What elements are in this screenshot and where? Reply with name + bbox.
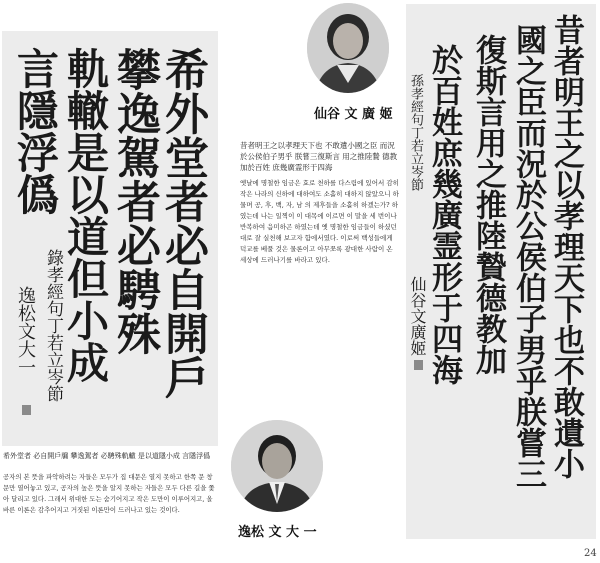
bottom-korean-translation: 공자의 본 뜻을 파악하려는 자들은 모두가 집 대문은 열지 못하고 한쪽 문 창문만 열어놓고 있고, 공자의 높은 뜻을 알지 못하는 자들은 모두 다른 길을 쫓아 달리고 있다. 그래서 위대한 도는 숨기어지고 작은 도만이 이루어지고, 올바른 이론은 감추어지고 거짓된 이론만이 드러나고 있는 것이다. [3,473,215,514]
left-calligraphy-artwork [2,31,218,446]
right-calligraphy-column-3: 復斯言用之推陸贄德教加 [470,34,506,375]
right-calligraphy-column-4: 於百姓庶幾廣霊形于四海 [426,44,462,385]
top-hanja-text: 昔者明王之以孝理天下也 不敢遺小國之臣 而況於公侯伯子男乎 朕嘗三復斯言 用之推陸贄 德教加於百姓 庶幾廣霊形于四海 [240,141,398,172]
bottom-hanja-text: 希外堂者 必自開戶牖 攀逸駕者 必騁殊軌轍 是以道隱小成 言隱浮僞 [3,452,211,460]
left-seal-stamp [22,405,31,415]
top-korean-translation: 옛날에 명철한 임금은 효로 천하를 다스림에 있어서 감히 작은 나라의 신하에 대하여도 소홀히 대하지 않았으니 하물며 공, 후, 백, 자, 남 의 제후들을 소홀히 하겠는가? 하였는데 나는 일찍이 이 대목에 이르면 이 말을 세 번이나 반복하여 음미하곤 하였는데 옛 명철한 임금들이 하셨던 대로 잘 실천해 보고자 함에서였다. 이로써 백성들에게 덕교를 베풀 것은 물론이고 아무쪼록 광대한 사람이 온 세상에 드러나기를 바라고 있다. [240,179,399,264]
artist-name-mun-dae-il: 逸松 文 大 一 [238,525,317,540]
left-calligraphy-column-1: 希外堂者必自開戶 [157,47,208,399]
right-seal-stamp [414,360,423,370]
left-calligraphy-column-3: 軌轍是以道但小成 [61,47,110,383]
artist-name-mun-gwang-hui: 仙谷 文 廣 姬 [314,107,393,122]
page-number: 24 [584,548,597,559]
left-signature-line-1: 錄孝經句丁若立岑節 [43,249,63,402]
portrait-photo-mun-gwang-hui [307,3,389,93]
right-calligraphy-column-2: 國之臣而況於公侯伯子男乎朕嘗三 [510,24,546,489]
right-signature-line-2: 仙谷文廣姬 [408,276,427,356]
woman-portrait-icon [307,3,389,93]
right-signature-line-1: 孫孝經句丁若立岑節 [408,74,423,191]
left-calligraphy-column-2: 攀逸駕者必騁殊 [109,47,160,355]
portrait-photo-mun-dae-il [231,420,323,512]
left-signature-line-2: 逸松文大一 [15,286,36,376]
right-calligraphy-artwork [406,4,596,539]
left-calligraphy-column-4: 言隱浮僞 [11,47,60,215]
man-portrait-icon [231,420,323,512]
right-calligraphy-column-1: 昔者明王之以孝理天下也不敢遺小 [548,14,584,479]
